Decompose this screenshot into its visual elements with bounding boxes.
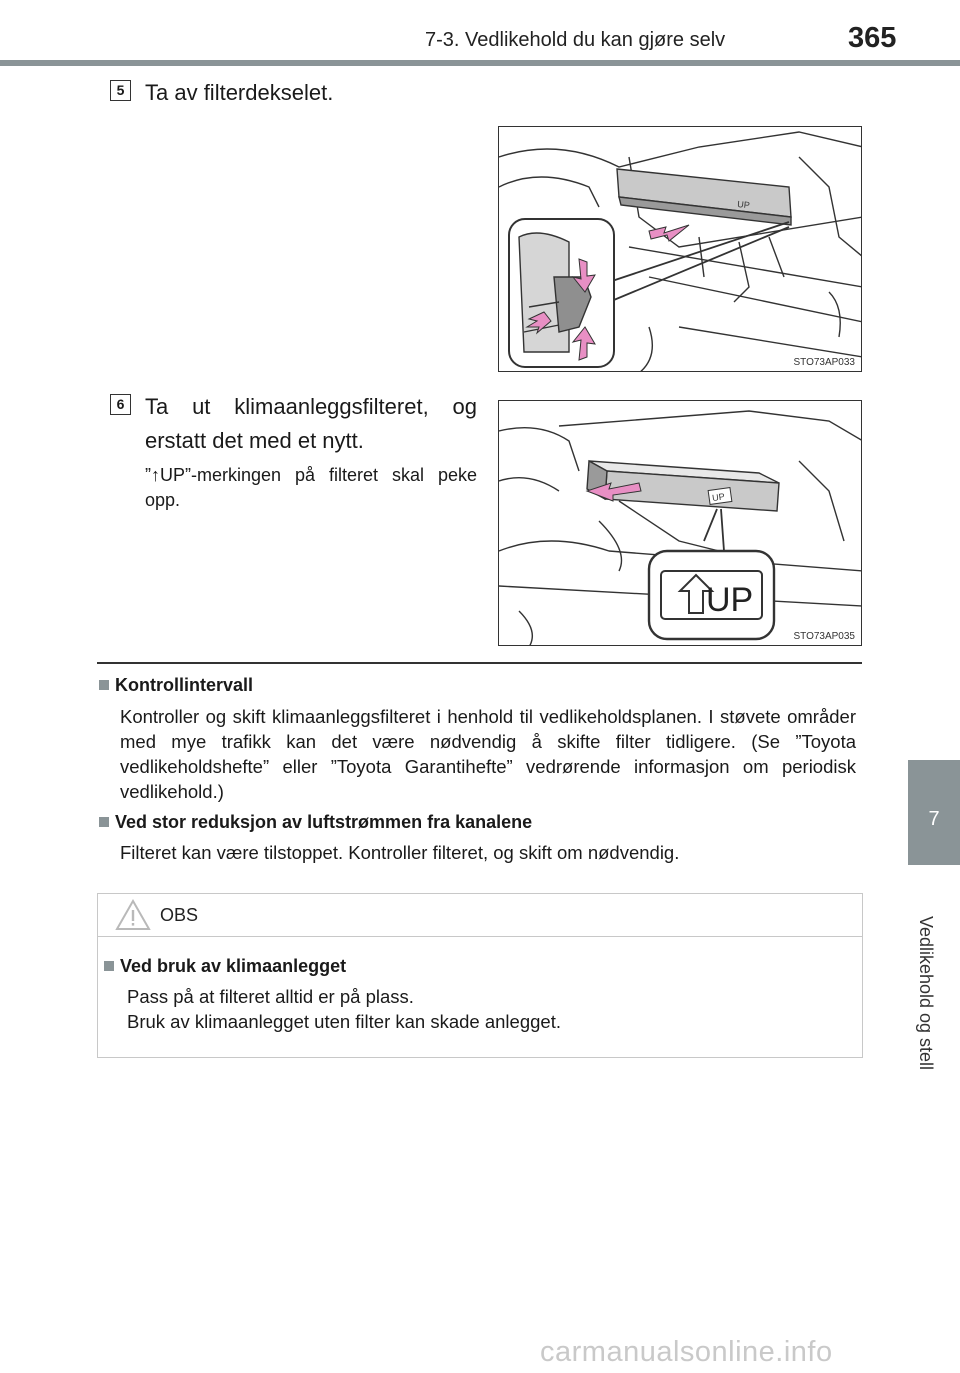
square-bullet-icon	[104, 961, 114, 971]
header-rule	[0, 60, 960, 66]
filter-up-mark: UP	[711, 491, 726, 504]
watermark: carmanualsonline.info	[540, 1336, 833, 1368]
info-body-interval: Kontroller og skift klimaanleggsfilteret i henhold til vedlikeholdsplanen. I støvete områder med mye trafikk kan det være nødvendig å skifte filter tidligere. (Se ”Toyota vedlikeholdshefte” eller ”Toyota Garantihefte” vedrørende informasjon om periodisk vedlikehold.)	[120, 706, 856, 802]
step-number-5: 5	[110, 80, 131, 101]
obs-heading: Ved bruk av klimaanlegget	[104, 956, 346, 977]
figure-code: STO73AP033	[793, 357, 855, 368]
step-5-text: Ta av filterdekselet.	[145, 80, 334, 105]
obs-header-rule	[98, 936, 862, 937]
chapter-number: 7	[928, 808, 940, 830]
info-heading-interval: Kontrollintervall	[99, 675, 253, 696]
obs-line-1: Pass på at filteret alltid er på plass.	[127, 986, 414, 1007]
section-title: 7-3. Vedlikehold du kan gjøre selv	[425, 29, 726, 51]
figure-code: STO73AP035	[793, 631, 855, 642]
inset-up-label: UP	[706, 581, 754, 619]
step-number-6: 6	[110, 394, 131, 415]
obs-notice-box	[97, 893, 863, 1058]
info-body-airflow: Filteret kan være tilstoppet. Kontroller filteret, og skift om nødvendig.	[120, 842, 680, 863]
section-divider	[97, 662, 862, 664]
info-heading-airflow: Ved stor reduksjon av luftstrømmen fra kanalene	[99, 812, 532, 833]
page-number: 365	[848, 22, 897, 54]
warning-triangle-icon	[115, 899, 151, 931]
figure-remove-filter-cover	[498, 126, 862, 372]
filter-replace-illustration	[499, 401, 862, 646]
step-6-text: Ta ut klimaanleggsfilteret, og erstatt det med et nytt.	[145, 394, 477, 453]
obs-line-2: Bruk av klimaanlegget uten filter kan skade anlegget.	[127, 1011, 561, 1032]
obs-title: OBS	[160, 905, 199, 925]
square-bullet-icon	[99, 680, 109, 690]
step-6-note: ”↑UP”-merkingen på filteret skal peke opp.	[145, 465, 477, 510]
figure-replace-filter	[498, 400, 862, 646]
chapter-label: Vedlikehold og stell	[916, 915, 936, 1071]
cover-up-mark: UP	[736, 199, 751, 211]
filter-cover-illustration	[499, 127, 862, 372]
square-bullet-icon	[99, 817, 109, 827]
